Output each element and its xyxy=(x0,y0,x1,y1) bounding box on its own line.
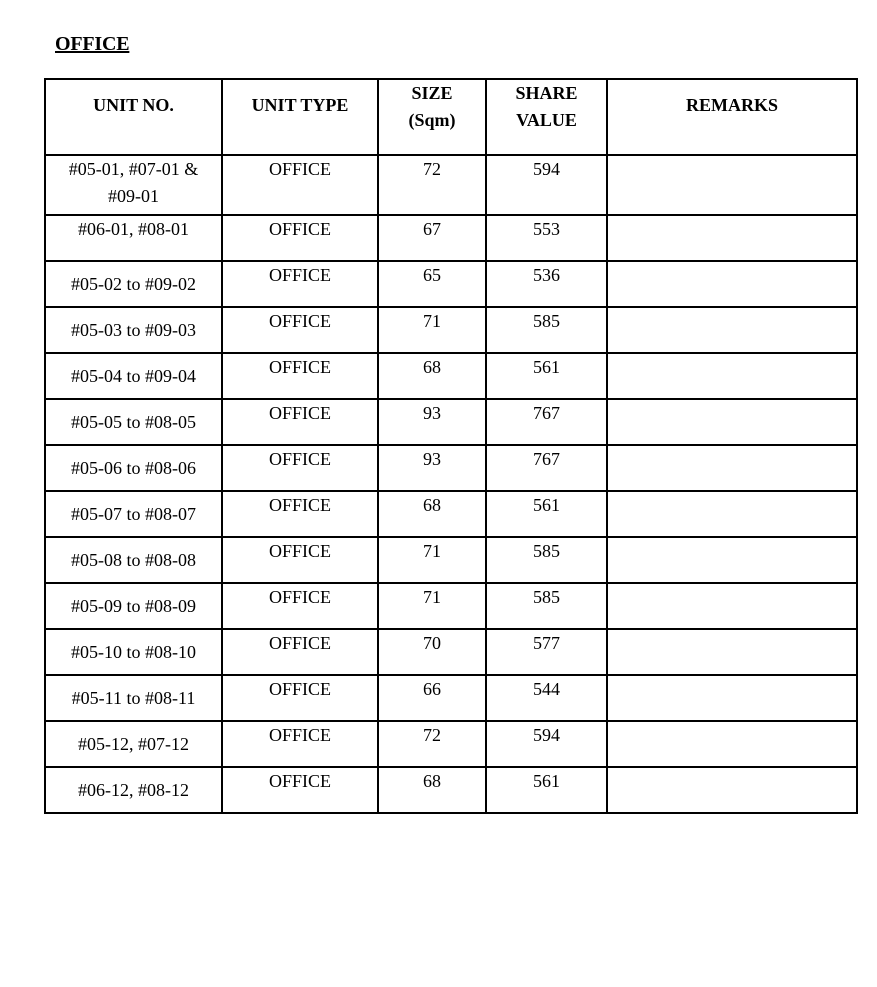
header-share-line2: VALUE xyxy=(516,110,577,130)
cell-share-value: 577 xyxy=(486,629,607,675)
cell-remarks xyxy=(607,399,857,445)
cell-unit-no xyxy=(45,721,222,767)
cell-size: 67 xyxy=(378,215,486,261)
table-row xyxy=(45,399,857,445)
cell-share-value: 594 xyxy=(486,721,607,767)
unit-no-line1: #05-02 to #09-02 xyxy=(71,273,196,294)
cell-share-value: 585 xyxy=(486,307,607,353)
cell-size: 72 xyxy=(378,721,486,767)
cell-share-value: 561 xyxy=(486,767,607,813)
cell-unit-no xyxy=(45,445,222,491)
cell-share-value: 767 xyxy=(486,399,607,445)
header-remarks: REMARKS xyxy=(607,79,857,155)
cell-share-value: 594 xyxy=(486,155,607,215)
cell-unit-no xyxy=(45,155,222,215)
cell-unit-type: OFFICE xyxy=(222,261,378,307)
unit-no-line1: #05-04 to #09-04 xyxy=(71,365,196,386)
cell-size: 71 xyxy=(378,307,486,353)
office-units-table xyxy=(44,78,858,814)
cell-unit-type: OFFICE xyxy=(222,537,378,583)
cell-share-value: 553 xyxy=(486,215,607,261)
cell-share-value: 561 xyxy=(486,491,607,537)
cell-unit-no xyxy=(45,583,222,629)
cell-size: 65 xyxy=(378,261,486,307)
table-body xyxy=(45,155,857,813)
table-row xyxy=(45,491,857,537)
unit-no-line1: #05-07 to #08-07 xyxy=(71,503,196,524)
cell-remarks xyxy=(607,767,857,813)
cell-unit-type: OFFICE xyxy=(222,445,378,491)
table-header-row xyxy=(45,79,857,155)
cell-remarks xyxy=(607,583,857,629)
cell-remarks xyxy=(607,445,857,491)
cell-unit-no xyxy=(45,675,222,721)
table-row xyxy=(45,767,857,813)
cell-size: 68 xyxy=(378,491,486,537)
table-row xyxy=(45,445,857,491)
table-row xyxy=(45,721,857,767)
cell-remarks xyxy=(607,307,857,353)
cell-unit-no xyxy=(45,491,222,537)
cell-unit-type: OFFICE xyxy=(222,583,378,629)
unit-no-line1: #06-01, #08-01 xyxy=(78,219,189,239)
cell-unit-no xyxy=(45,261,222,307)
cell-share-value: 561 xyxy=(486,353,607,399)
cell-unit-type: OFFICE xyxy=(222,353,378,399)
table-row xyxy=(45,307,857,353)
cell-unit-type: OFFICE xyxy=(222,675,378,721)
unit-no-line1: #05-05 to #08-05 xyxy=(71,411,196,432)
cell-share-value: 585 xyxy=(486,537,607,583)
cell-unit-no xyxy=(45,537,222,583)
cell-size: 93 xyxy=(378,399,486,445)
cell-unit-type: OFFICE xyxy=(222,215,378,261)
header-size xyxy=(378,79,486,155)
header-unit-no: UNIT NO. xyxy=(45,79,222,155)
unit-no-line1: #06-12, #08-12 xyxy=(78,779,189,800)
unit-no-line1: #05-03 to #09-03 xyxy=(71,319,196,340)
header-size-line1: SIZE xyxy=(411,83,453,103)
header-share-line1: SHARE xyxy=(515,83,578,103)
table-row xyxy=(45,353,857,399)
cell-remarks xyxy=(607,215,857,261)
unit-no-line1: #05-10 to #08-10 xyxy=(71,641,196,662)
unit-no-line1: #05-01, #07-01 & xyxy=(68,159,199,179)
table-row xyxy=(45,537,857,583)
cell-size: 68 xyxy=(378,353,486,399)
section-title: OFFICE xyxy=(55,33,130,55)
cell-share-value: 767 xyxy=(486,445,607,491)
header-share-value xyxy=(486,79,607,155)
cell-remarks xyxy=(607,353,857,399)
cell-size: 70 xyxy=(378,629,486,675)
unit-no-line1: #05-09 to #08-09 xyxy=(71,595,196,616)
table-row xyxy=(45,215,857,261)
cell-remarks xyxy=(607,155,857,215)
unit-no-line1: #05-06 to #08-06 xyxy=(71,457,196,478)
cell-unit-type: OFFICE xyxy=(222,307,378,353)
cell-remarks xyxy=(607,491,857,537)
cell-size: 71 xyxy=(378,583,486,629)
table-row xyxy=(45,261,857,307)
unit-no-line1: #05-08 to #08-08 xyxy=(71,549,196,570)
table-row xyxy=(45,155,857,215)
table-row xyxy=(45,675,857,721)
unit-no-line1: #05-11 to #08-11 xyxy=(71,687,196,708)
header-unit-type: UNIT TYPE xyxy=(222,79,378,155)
cell-size: 93 xyxy=(378,445,486,491)
cell-size: 68 xyxy=(378,767,486,813)
cell-share-value: 585 xyxy=(486,583,607,629)
table-row xyxy=(45,583,857,629)
unit-no-line2: #09-01 xyxy=(108,186,159,206)
table-row xyxy=(45,629,857,675)
header-size-line2: (Sqm) xyxy=(408,110,456,130)
unit-no-line1: #05-12, #07-12 xyxy=(78,733,189,754)
cell-unit-type: OFFICE xyxy=(222,399,378,445)
cell-unit-type: OFFICE xyxy=(222,491,378,537)
cell-remarks xyxy=(607,629,857,675)
cell-unit-no xyxy=(45,353,222,399)
cell-remarks xyxy=(607,261,857,307)
cell-remarks xyxy=(607,721,857,767)
cell-share-value: 544 xyxy=(486,675,607,721)
cell-share-value: 536 xyxy=(486,261,607,307)
cell-size: 66 xyxy=(378,675,486,721)
cell-unit-no xyxy=(45,399,222,445)
cell-remarks xyxy=(607,675,857,721)
cell-size: 71 xyxy=(378,537,486,583)
cell-remarks xyxy=(607,537,857,583)
cell-unit-type: OFFICE xyxy=(222,721,378,767)
cell-unit-no xyxy=(45,767,222,813)
cell-unit-type: OFFICE xyxy=(222,155,378,215)
cell-unit-no xyxy=(45,307,222,353)
cell-size: 72 xyxy=(378,155,486,215)
cell-unit-type: OFFICE xyxy=(222,767,378,813)
cell-unit-no xyxy=(45,629,222,675)
cell-unit-no xyxy=(45,215,222,261)
cell-unit-type: OFFICE xyxy=(222,629,378,675)
